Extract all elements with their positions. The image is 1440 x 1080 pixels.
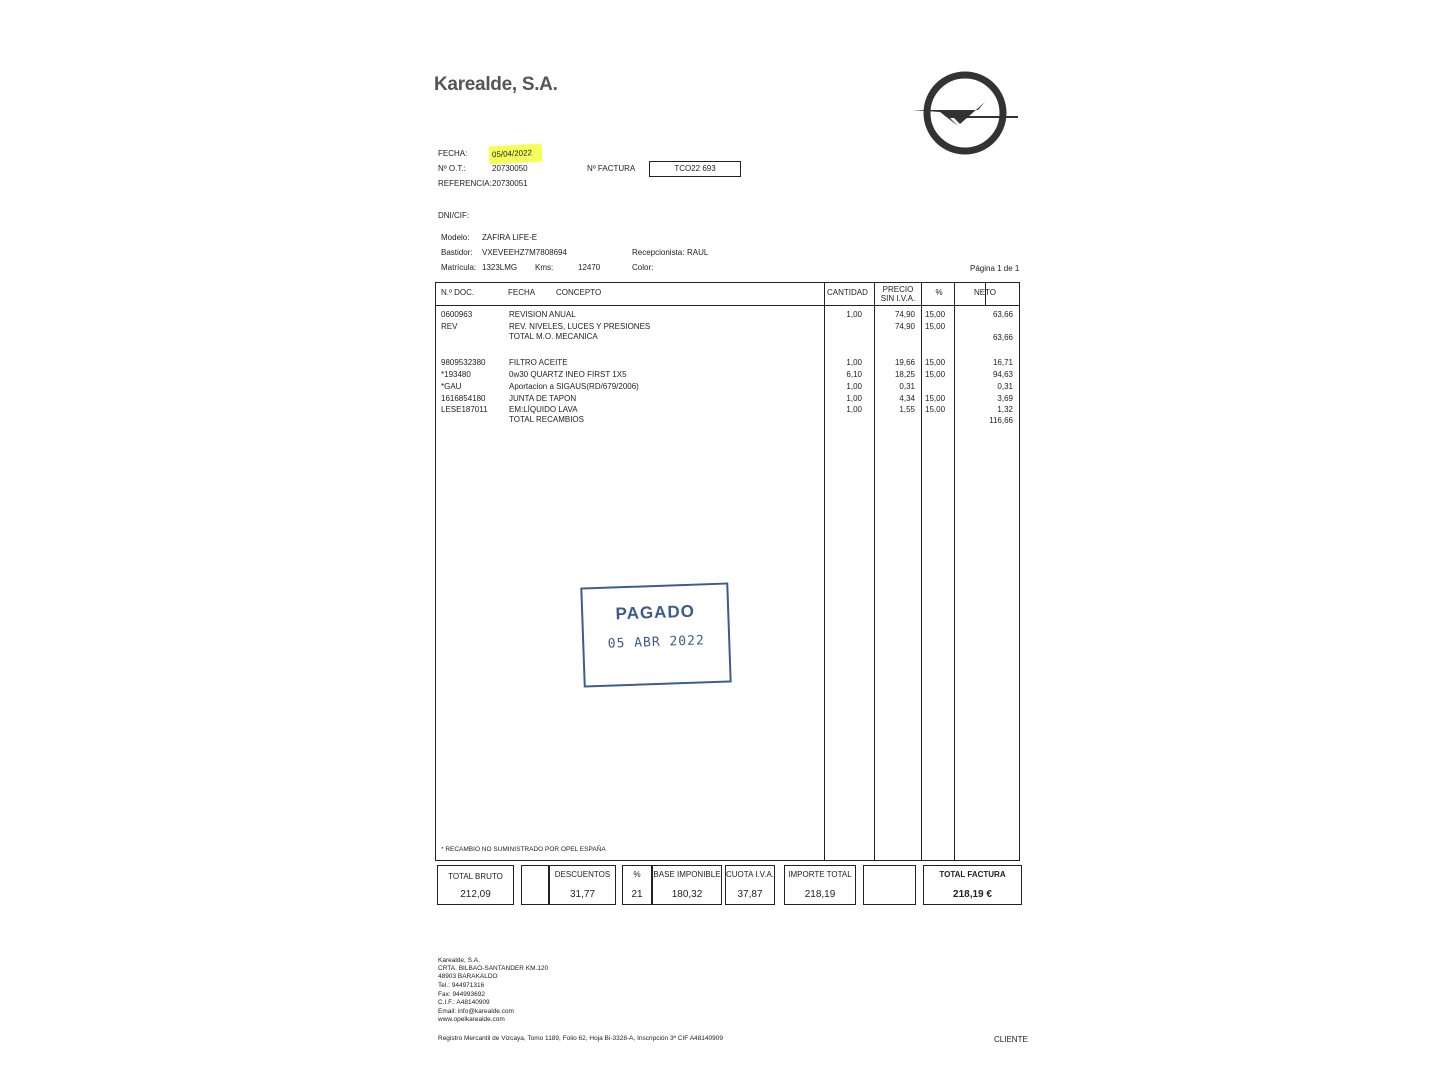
base-imponible-value: 180,32 — [671, 889, 703, 900]
stamp-date: 05 ABR 2022 — [607, 633, 706, 652]
total-bruto-value: 212,09 — [460, 889, 491, 900]
total-factura-value: 218,19 € — [953, 889, 992, 900]
blank-box — [863, 865, 916, 905]
footer-line: www.opelkarealde.com — [438, 1016, 505, 1023]
row-neto: 16,71 — [992, 358, 1013, 367]
row-doc: 0600963 — [441, 310, 473, 319]
header-doc: N.º DOC. — [441, 288, 475, 297]
bastidor-label: Bastidor: — [441, 248, 473, 257]
footer-line: Tel.: 944971316 — [438, 982, 485, 989]
row-concepto: FILTRO ACEITE — [509, 358, 568, 367]
invoice-table — [435, 282, 1020, 861]
iva-pct-value: 21 — [631, 889, 643, 900]
row-cantidad: 1,00 — [846, 358, 862, 367]
row-cantidad: 1,00 — [846, 382, 862, 391]
footer-line: CRTA. BILBAO-SANTANDER KM.120 — [438, 965, 549, 972]
row-doc: 1616854180 — [441, 394, 486, 403]
footer-line: Karealde, S.A. — [438, 957, 480, 964]
row-cantidad: 1,00 — [846, 405, 862, 414]
row-precio: 19,66 — [894, 358, 915, 367]
importe-total-value: 218,19 — [804, 889, 836, 900]
header-fecha: FECHA — [508, 288, 536, 297]
blank-box — [521, 865, 549, 905]
factura-number: TCO22 693 — [649, 161, 741, 177]
row-concepto: EM:LÍQUIDO LAVA — [509, 405, 578, 414]
row-pct: 15,00 — [925, 405, 946, 414]
iva-pct-box — [622, 865, 652, 905]
referencia-label: REFERENCIA: — [438, 179, 492, 188]
footer-line: Email: info@karealde.com — [438, 1008, 514, 1015]
ot-label: Nº O.T.: — [438, 164, 466, 173]
importe-total-box — [784, 865, 856, 905]
row-pct: 15,00 — [925, 394, 946, 403]
footer-line: C.I.F.: A48140909 — [438, 999, 490, 1006]
row-neto: 116,66 — [989, 416, 1013, 425]
paid-stamp — [580, 582, 731, 687]
row-precio: 18,25 — [894, 370, 915, 379]
row-concepto: Aportacion a SIGAUS(RD/679/2006) — [509, 382, 639, 391]
row-cantidad: 1,00 — [846, 394, 862, 403]
row-precio: 4,34 — [899, 394, 915, 403]
row-concepto: REV. NIVELES, LUCES Y PRESIONES — [509, 322, 651, 331]
bastidor-value: VXEVEEHZ7M7808694 — [482, 248, 567, 257]
row-neto: 63,66 — [992, 310, 1013, 319]
total-bruto-label: TOTAL BRUTO — [448, 872, 503, 881]
cuota-iva-value: 37,87 — [737, 889, 763, 900]
row-cantidad: 6,10 — [846, 370, 862, 379]
modelo-label: Modelo: — [441, 233, 470, 242]
importe-total-label: IMPORTE TOTAL — [788, 870, 852, 879]
row-concepto: 0w30 QUARTZ INEO FIRST 1X5 — [509, 370, 627, 379]
total-bruto-box — [437, 865, 514, 905]
base-imponible-box — [652, 865, 722, 905]
base-imponible-label: BASE IMPONIBLE — [653, 870, 721, 879]
dni-label: DNI/CIF: — [438, 211, 470, 220]
descuentos-value: 31,77 — [569, 889, 596, 900]
fecha-label: FECHA: — [438, 149, 468, 158]
row-doc: *193480 — [441, 370, 471, 379]
total-factura-label: TOTAL FACTURA — [939, 870, 1006, 879]
total-factura-box — [923, 865, 1022, 905]
ot-value: 20730050 — [492, 164, 528, 173]
row-doc: LESE187011 — [441, 405, 488, 414]
opel-logo-icon — [910, 70, 1020, 158]
row-precio: 0,31 — [899, 382, 915, 391]
registro-mercantil: Registro Mercantil de Vizcaya, Tomo 1189, Folio 62, Hoja Bi-3328-A, Inscripción 3ª CIF A48140909 — [438, 1035, 723, 1042]
row-pct: 15,00 — [925, 370, 946, 379]
row-neto: 3,69 — [997, 394, 1013, 403]
matricula-label: Matrícula: — [441, 263, 477, 272]
recepcionista-value: RAUL — [687, 248, 709, 257]
row-doc: *GAU — [441, 382, 462, 391]
row-precio: 74,90 — [894, 310, 915, 319]
header-concepto: CONCEPTO — [556, 288, 602, 297]
fecha-value: 05/04/2022 — [489, 144, 543, 165]
company-name: Karealde, S.A. — [434, 74, 558, 95]
row-neto: 63,66 — [992, 333, 1013, 342]
kms-value: 12470 — [578, 263, 601, 272]
row-concepto: JUNTA DE TAPON — [509, 394, 577, 403]
row-pct: 15,00 — [925, 322, 946, 331]
referencia-value: 20730051 — [492, 179, 528, 188]
row-concepto: TOTAL RECAMBIOS — [509, 415, 584, 424]
iva-pct-label: % — [633, 870, 641, 879]
stamp-title: PAGADO — [615, 601, 696, 624]
modelo-value: ZAFIRA LIFE-E — [482, 233, 538, 242]
row-neto: 1,32 — [997, 405, 1013, 414]
row-concepto: TOTAL M.O. MECANICA — [509, 332, 598, 341]
row-doc: REV — [441, 322, 458, 331]
row-precio: 1,55 — [899, 405, 915, 414]
kms-label: Kms: — [535, 263, 554, 272]
table-footnote: * RECAMBIO NO SUMINISTRADO POR OPEL ESPAÑA — [441, 846, 606, 853]
descuentos-label: DESCUENTOS — [554, 870, 611, 879]
page-indicator: Página 1 de 1 — [970, 264, 1020, 273]
row-precio: 74,90 — [894, 322, 915, 331]
row-neto: 0,31 — [997, 382, 1013, 391]
copy-type: CLIENTE — [994, 1035, 1028, 1044]
header-neto: NETO — [973, 288, 997, 297]
matricula-value: 1323LMG — [482, 263, 518, 272]
row-concepto: REVISION ANUAL — [509, 310, 576, 319]
row-cantidad: 1,00 — [846, 310, 862, 319]
header-pct: % — [935, 288, 943, 297]
header-precio: PRECIO — [882, 285, 914, 294]
factura-label: Nº FACTURA — [587, 164, 636, 173]
row-pct: 15,00 — [925, 358, 946, 367]
cuota-iva-box — [725, 865, 775, 905]
header-cantidad: CANTIDAD — [827, 288, 868, 297]
footer-line: Fax: 944993692 — [438, 991, 485, 998]
footer-line: 48903 BARAKALDO — [438, 973, 498, 980]
row-neto: 94,63 — [992, 370, 1013, 379]
descuentos-box — [549, 865, 616, 905]
recepcionista-label: Recepcionista: — [632, 248, 685, 257]
header-precio-sub: SIN I.V.A. — [880, 294, 916, 303]
cuota-iva-label: CUOTA I.V.A. — [726, 870, 775, 879]
row-pct: 15,00 — [925, 310, 946, 319]
color-label: Color: — [632, 263, 654, 272]
row-doc: 9809532380 — [441, 358, 486, 367]
